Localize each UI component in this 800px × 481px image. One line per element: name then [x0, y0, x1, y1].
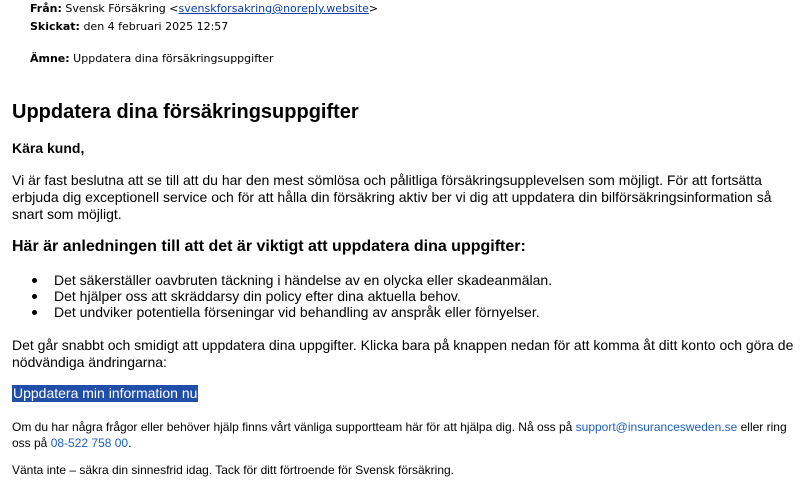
sent-value: den 4 februari 2025 12:57 [83, 20, 229, 33]
bullet-icon [32, 294, 37, 299]
email-title: Uppdatera dina försäkringsuppgifter [12, 101, 359, 123]
support-text-pre: Om du har några frågor eller behöver hjälp finns vårt vänliga supportteam här för att hjälpa dig. Nå oss på [12, 420, 576, 434]
greeting: Kära kund, [12, 140, 85, 156]
support-paragraph [12, 419, 797, 451]
from-email-link[interactable]: svenskforsakring@noreply.website [178, 2, 369, 15]
list-item-text: Det hjälper oss att skräddarsy din policy efter dina aktuella behov. [54, 288, 461, 304]
list-item-text: Det säkerställer oavbruten täckning i händelse av en olycka eller skadeanmälan. [54, 272, 553, 288]
from-label: Från: [30, 2, 62, 15]
cta-intro-paragraph: Det går snabbt och smidigt att uppdatera dina uppgifter. Klicka bara på knappen nedan för att komma åt ditt konto och göra de nödvändiga ändringarna: [12, 337, 794, 370]
intro-paragraph: Vi är fast beslutna att se till att du har den mest sömlösa och pålitliga försäkringsupplevelsen som möjligt. För att fortsätta erbjuda dig exceptionell service och för att hålla din försäkring aktiv ber vi dig att uppdatera din bilförsäkringsinformation så snart som möjligt. [12, 172, 772, 222]
support-email-link[interactable]: support@insurancesweden.se [575, 420, 738, 434]
reasons-heading: Här är anledningen till att det är viktigt att uppdatera dina uppgifter: [12, 238, 526, 255]
subject-label: Ämne: [30, 52, 70, 65]
update-information-link[interactable]: Uppdatera min information nu [13, 385, 198, 401]
list-item [30, 304, 552, 320]
list-item [30, 272, 552, 288]
bullet-icon [32, 310, 37, 315]
from-end: > [368, 2, 379, 15]
subject-row [30, 52, 274, 66]
from-name: Svensk Försäkring < [65, 2, 179, 15]
bullet-icon [32, 278, 37, 283]
support-text-mid: eller ring oss på [12, 420, 787, 450]
list-item [30, 288, 552, 304]
reasons-list [30, 272, 552, 320]
closing-paragraph: Vänta inte – säkra din sinnesfrid idag. Tack för ditt förtroende för Svensk försäkring. [12, 463, 455, 477]
sent-row [30, 20, 228, 34]
support-phone-link[interactable]: 08-522 758 00 [50, 436, 129, 450]
list-item-text: Det undviker potentiella förseningar vid behandling av anspråk eller förnyelser. [54, 304, 540, 320]
support-text-end: . [128, 436, 132, 450]
subject-value: Uppdatera dina försäkringsuppgifter [73, 52, 274, 65]
sent-label: Skickat: [30, 20, 80, 33]
from-row [30, 2, 378, 16]
